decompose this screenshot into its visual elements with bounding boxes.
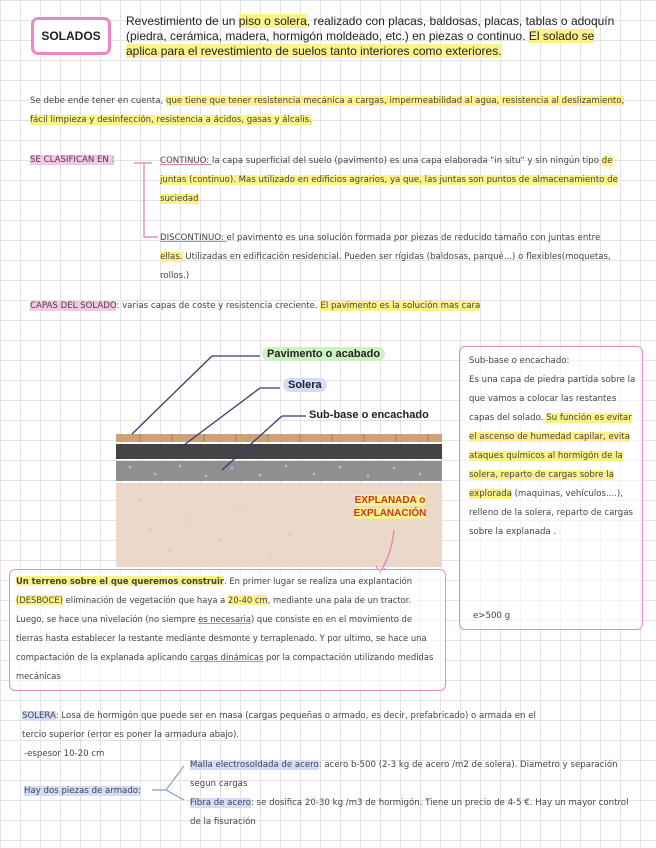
- armado-fibra: Fibra de acero: se dosifica 20-30 kg /m3 de hormigón. Tiene un precio de 4-5 €. Hay un mayor control de la fisuración: [190, 798, 629, 827]
- solera-thickness: -espesor 10-20 cm: [24, 749, 105, 759]
- pavimento-layer: [116, 434, 442, 442]
- label-pavimento: Pavimento o acabado: [262, 348, 385, 360]
- armado-bracket: [150, 760, 192, 808]
- terrain-text: Un terreno sobre el que queremos construir. En primer lugar se realiza una explantación (DESBOCE) eliminación de vegetación que haya a 20-40 cm, mediante una pala de un tractor. Luego, se hace una nivelación (no siempre es necesaria) que consiste en en el movimiento de tierras hasta establecer la restante mediante desmonte y terraplenado. Y por ultimo, se hace una compactación de la explanada aplicando cargas dinámicas por la compactación utilizando medidas mecánicas: [16, 576, 434, 681]
- classification-label: SE CLASIFICAN EN :: [30, 155, 115, 165]
- label-explanada: EXPLANADA o EXPLANACIÓN: [353, 495, 427, 519]
- page-title: SOLADOS: [31, 17, 111, 55]
- definition-text: Revestimiento de un piso o solera, realizado con placas, baldosas, placas, tablas o adoquín (piedra, cerámica, madera, hormigón moldeado, etc.) en piezas o continuo. El solado se aplica para el revestimiento de suelos tanto interiores como exteriores.: [126, 14, 615, 58]
- layers-text: CAPAS DEL SOLADO: varias capas de coste y resistencia creciente. El pavimento es la solución mas cara: [30, 301, 481, 311]
- armado-malla: Malla electrosoldada de acero: acero b-500 (2-3 kg de acero /m2 de solera). Diametro y separación segun cargas: [190, 760, 618, 789]
- label-subbase: Sub-base o encachado: [309, 409, 429, 421]
- continuo-text: CONTINUO: la capa superficial del suelo (pavimento) es una capa elaborada "in situ" y sin ningún tipo de juntas (continuo). Mas utilizado en edificios agrarios, ya que, las juntas son puntos de almacenamiento de suciedad: [160, 156, 618, 204]
- solera-layer: [116, 444, 442, 459]
- classification-bracket: [132, 155, 162, 245]
- subbase-thickness: e>500 g: [473, 611, 511, 621]
- discontinuo-text: DISCONTINUO: el pavimento es una solución formada por piezas de reducido tamaño con juntas entre ellas. Utilizadas en edificación residencial. Pueden ser rígidas (baldosas, parqué...) o flexibles(moquetas, rollos.): [160, 233, 611, 281]
- requirements-text: Se debe ende tener en cuenta, que tiene que tener resistencia mecánica a cargas, impermeabilidad al agua, resistencia al deslizamiento, fácil limpieza y desinfección, resistencia a ácidos, gasas y álcalis.: [30, 96, 625, 125]
- subbase-note-text: Sub-base o encachado: Es una capa de piedra partida sobre la que vamos a colocar las restantes capas del solado. Su función es evitar el ascenso de humedad capilar, evita ataques químicos al hormigón de la solera, reparto de cargas sobre la explorada (maquinas, vehículos....), relleno de la solera, reparto de cargas sobre la explanada .: [469, 356, 636, 537]
- subbase-layer: [116, 461, 442, 481]
- solera-text: SOLERA: Losa de hormigón que puede ser en masa (cargas pequeñas o armado, es decir, prefabricado) o armada en el tercio superior (error es poner la armadura abajo).: [22, 711, 536, 740]
- armado-label: Hay dos piezas de armado:: [24, 786, 141, 796]
- label-solera: Solera: [283, 379, 327, 391]
